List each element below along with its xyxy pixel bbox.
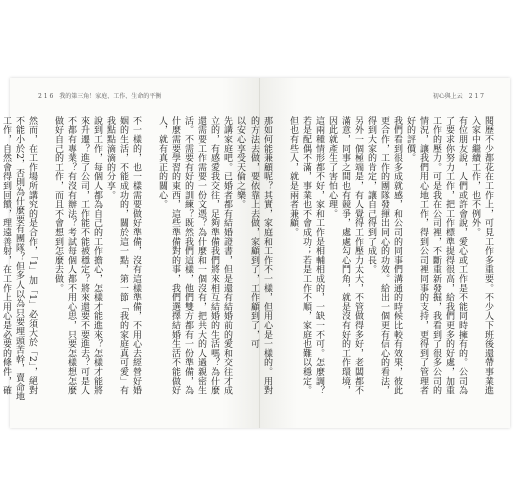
left-page-header: [34, 91, 161, 100]
paragraph: 說到工作，每個人都為自己的工作擔心，怎樣才能進來？怎樣才能將來升遷？進了公司，工作能不能被穩定？將來還要不要進去？可是人不都有專業？有沒有辦法？考試每個人都不用心思，只要怎樣想怎麼做好自己的工作，而且不會想到怎麼去做。: [53, 116, 102, 395]
paragraph: 另外一個極端是，有人覺得工作壓力太大，不管做得多好，老闆都不滿意，同事之間也有競爭，處處勾心鬥角，就是沒有好的工作環境，因此就產生了害怕心理。: [327, 116, 363, 395]
right-page-body: [249, 116, 494, 402]
paragraph: 有位朋友說，人們或許會說，愛心或工作是不能同時擁有的。公司為了要求你努力工作，把工作標準提得很高，給我們更多的好處，加重工作的壓力。可是我在公司裡，不斷重新發掘，我看到了很多公司的情況，讓我們用心地工作，得到公司裡同事的支持，更得到了管理者好的評價。: [405, 116, 467, 395]
paragraph: 這兩種情形都不好，家和工作是相輔相成的，一缺一不可。怎麼調？若是配偶不滿，事業也不會成功；若是工作不順，家庭也難以穩定。但也有些人，就是兩者兼顧。: [288, 116, 324, 395]
right-page: [249, 78, 510, 428]
left-running-title: 我的第三角！家庭、工作、生命的平衡: [59, 93, 162, 100]
paragraph: 那如何能兼顧呢？其實，家庭和工作不一樣，但用心是一樣的。用對的方法去做，要依靠上去做，家顧到了，工作顧到了，可: [249, 116, 272, 395]
paragraph: 然而，在工作場所講究的是合作，「1」加「1」必須大於「2」，絕對不能小於2，否則為什麼要有團隊？但多人以為只要埋頭苦幹，賣命地工作，自然會得到回饋，理遠善射，在工作上用心是必要的條件，確: [1, 116, 37, 402]
left-page: [1, 78, 260, 428]
right-running-title: 初心與上云: [432, 93, 463, 100]
left-page-body: [1, 116, 246, 402]
paragraph: 不一樣的，也一樣需要做好準備，沒有這樣準備，不用心去經營好婚姻的生活，不能成功的，關於這一點，第一節「我的家庭真可愛」有我點點滴滴的分享。: [105, 116, 141, 395]
paragraph: 我們看到很多成就感，和公司的同事們溝通的時候比較有效果，彼此更合作，工作的團隊發揮出同心的功效。給出一個更有信心的看法，得到大家的肯定，讓自己得到了成長。: [366, 116, 402, 395]
left-page-number: 2 1 6: [38, 93, 54, 100]
paragraph: 先講家庭吧。已婚者都有結婚證書，但是還有結婚前的愛和交往才成立的，有感愛我交往，足夠準備我們將來相互結婚的生活嗎？為什麼還需要工作需要一份文憑？為什麼和一個沒有，把共大的人過親密生活。不需要有好的訓練？既然我們這樣，他們雙方都有一份準備，為什麼需要學習的東西，這些準備對的事，我們選擇結婚生活不能做好人，就有真正的關心。: [157, 116, 232, 395]
right-page-number: 2 1 7: [468, 93, 484, 100]
right-page-header: [433, 91, 488, 100]
paragraph: 以安心享受天倫之樂。: [235, 116, 245, 209]
paragraph: 閱歷不少都花在工作上，可見工作多重要。不少人下班後還帶事業進入家中繼續工作，也不例外。: [470, 116, 493, 395]
open-book: [1, 78, 510, 428]
